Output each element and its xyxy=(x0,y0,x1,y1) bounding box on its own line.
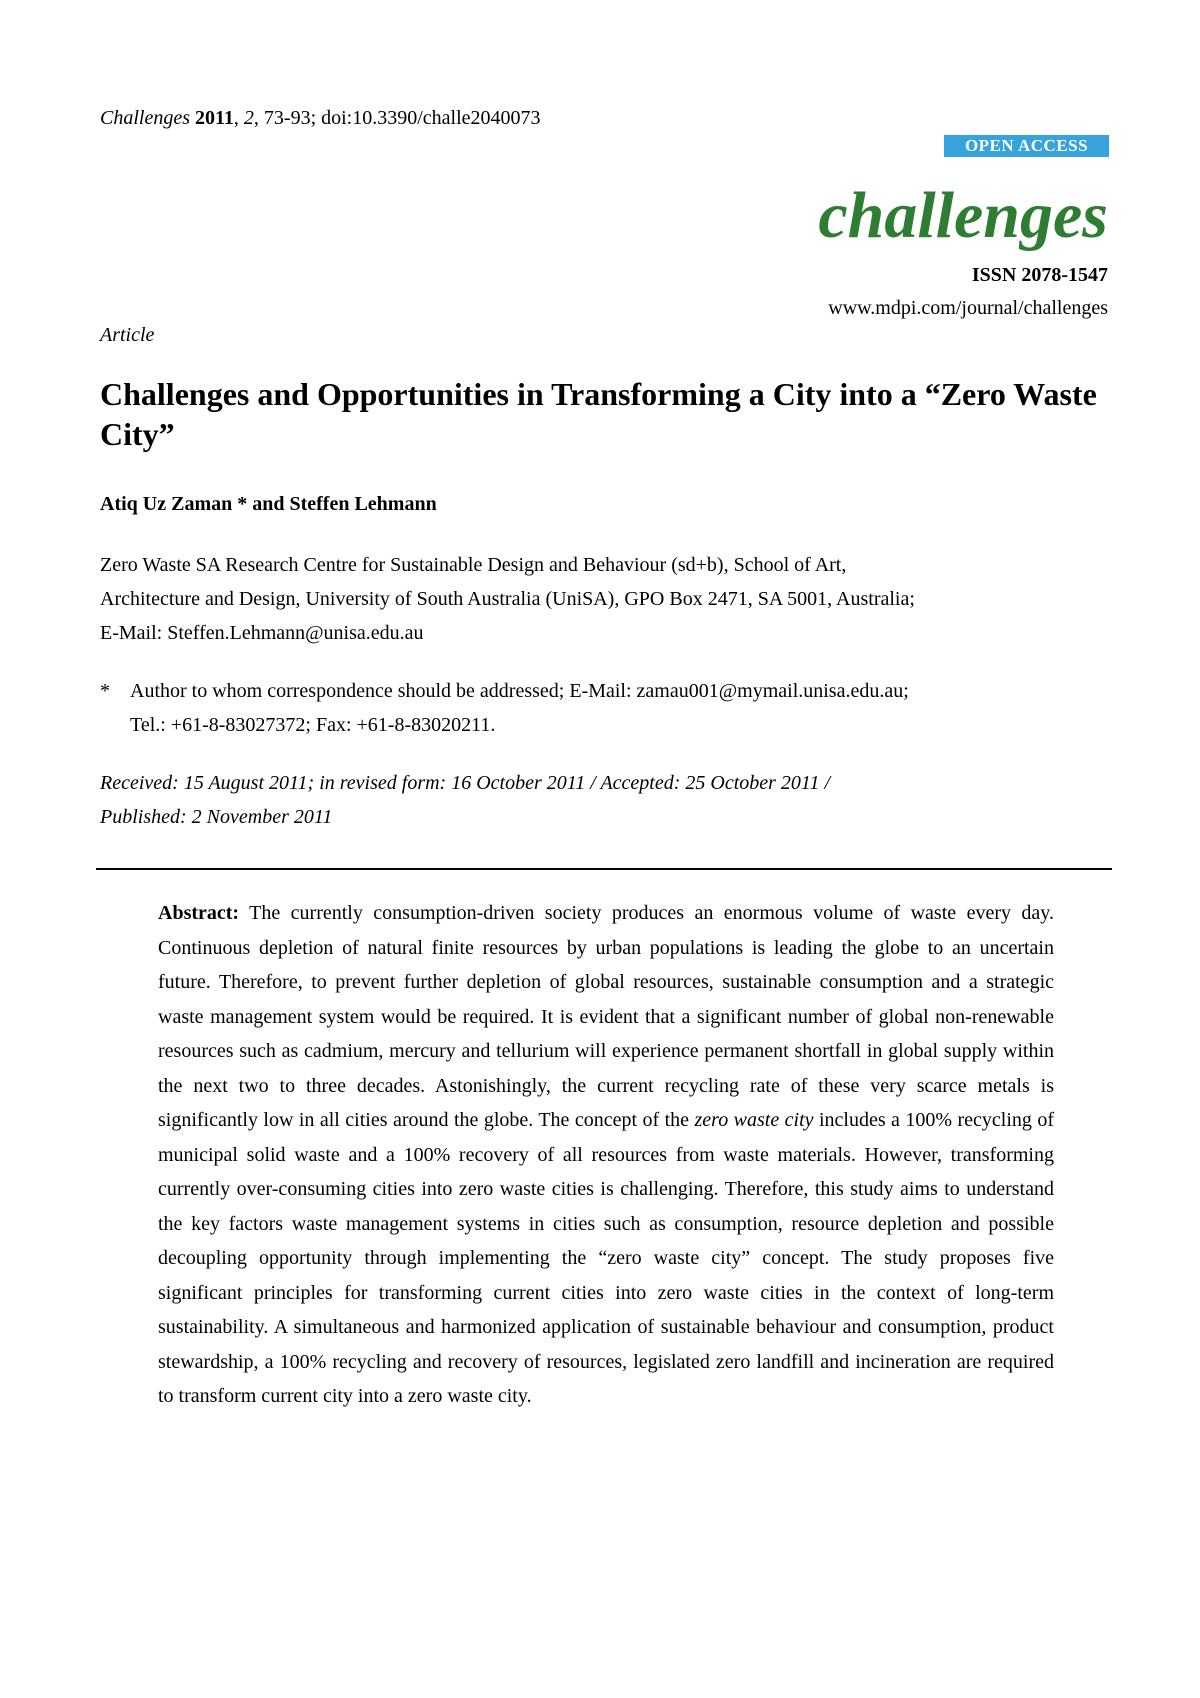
citation-pages-doi: , 73-93; doi:10.3390/challe2040073 xyxy=(253,107,541,129)
affiliation xyxy=(100,548,1120,650)
correspondence-star: * xyxy=(100,680,110,702)
affiliation-email: E-Mail: Steffen.Lehmann@unisa.edu.au xyxy=(100,622,424,644)
affiliation-line: Zero Waste SA Research Centre for Sustainable Design and Behaviour (sd+b), School of Art, xyxy=(100,554,847,576)
dates-line: Received: 15 August 2011; in revised form: 16 October 2011 / Accepted: 25 October 2011 / xyxy=(100,772,830,794)
publication-dates xyxy=(100,766,1120,834)
issn: ISSN 2078-1547 xyxy=(971,264,1108,286)
open-access-badge: OPEN ACCESS xyxy=(944,135,1109,157)
abstract-text: The currently consumption-driven society produces an enormous volume of waste every day. Continuous depletion of natural finite resources by urban populations is leading the globe to an uncertain future. Therefore, to prevent further depletion of global resources, sustainable consumption and a strategic waste management system would be required. It is evident that a significant number of global non-renewable resources such as cadmium, mercury and tellurium will experience permanent shortfall in global supply within the next two to three decades. Astonishingly, the current recycling rate of these very scarce metals is significantly low in all cities around the globe. The concept of the xyxy=(158,902,1054,1131)
abstract xyxy=(158,896,1054,1414)
divider xyxy=(96,868,1112,870)
journal-url[interactable]: www.mdpi.com/journal/challenges xyxy=(828,297,1108,319)
citation-volume: 2 xyxy=(243,107,254,129)
correspondence-line: Author to whom correspondence should be addressed; E-Mail: zamau001@mymail.unisa.edu.au; xyxy=(130,680,909,702)
article-type: Article xyxy=(100,324,155,346)
abstract-text: includes a 100% recycling of municipal solid waste and a 100% recovery of all resources from waste materials. However, transforming currently over-consuming cities into zero waste cities is challenging. Therefore, this study aims to understand the key factors waste management systems in cities such as consumption, resource depletion and possible decoupling opportunity through implementing the “zero waste city” concept. The study proposes five significant principles for transforming current cities into zero waste cities in the context of long-term sustainability. A simultaneous and harmonized application of sustainable behaviour and consumption, product stewardship, a 100% recycling and recovery of resources, legislated zero landfill and incineration are required to transform current city into a zero waste city. xyxy=(158,1109,1054,1407)
journal-logo: challenges xyxy=(818,179,1108,252)
affiliation-line: Architecture and Design, University of South Australia (UniSA), GPO Box 2471, SA 5001, Australia; xyxy=(100,588,915,610)
correspondence-note xyxy=(100,674,1120,742)
paper-title: Challenges and Opportunities in Transforming a City into a “Zero Waste City” xyxy=(100,376,1097,452)
authors: Atiq Uz Zaman * and Steffen Lehmann xyxy=(100,493,437,515)
abstract-italic-term: zero waste city xyxy=(694,1109,814,1131)
citation-journal: Challenges xyxy=(100,107,190,129)
correspondence-line: Tel.: +61-8-83027372; Fax: +61-8-83020211. xyxy=(130,714,496,736)
abstract-label: Abstract: xyxy=(158,902,240,924)
dates-line: Published: 2 November 2011 xyxy=(100,806,333,828)
citation-line: Challenges 2011, 2, 73-93; doi:10.3390/challe2040073 xyxy=(100,107,541,129)
citation-year: 2011 xyxy=(195,107,234,129)
